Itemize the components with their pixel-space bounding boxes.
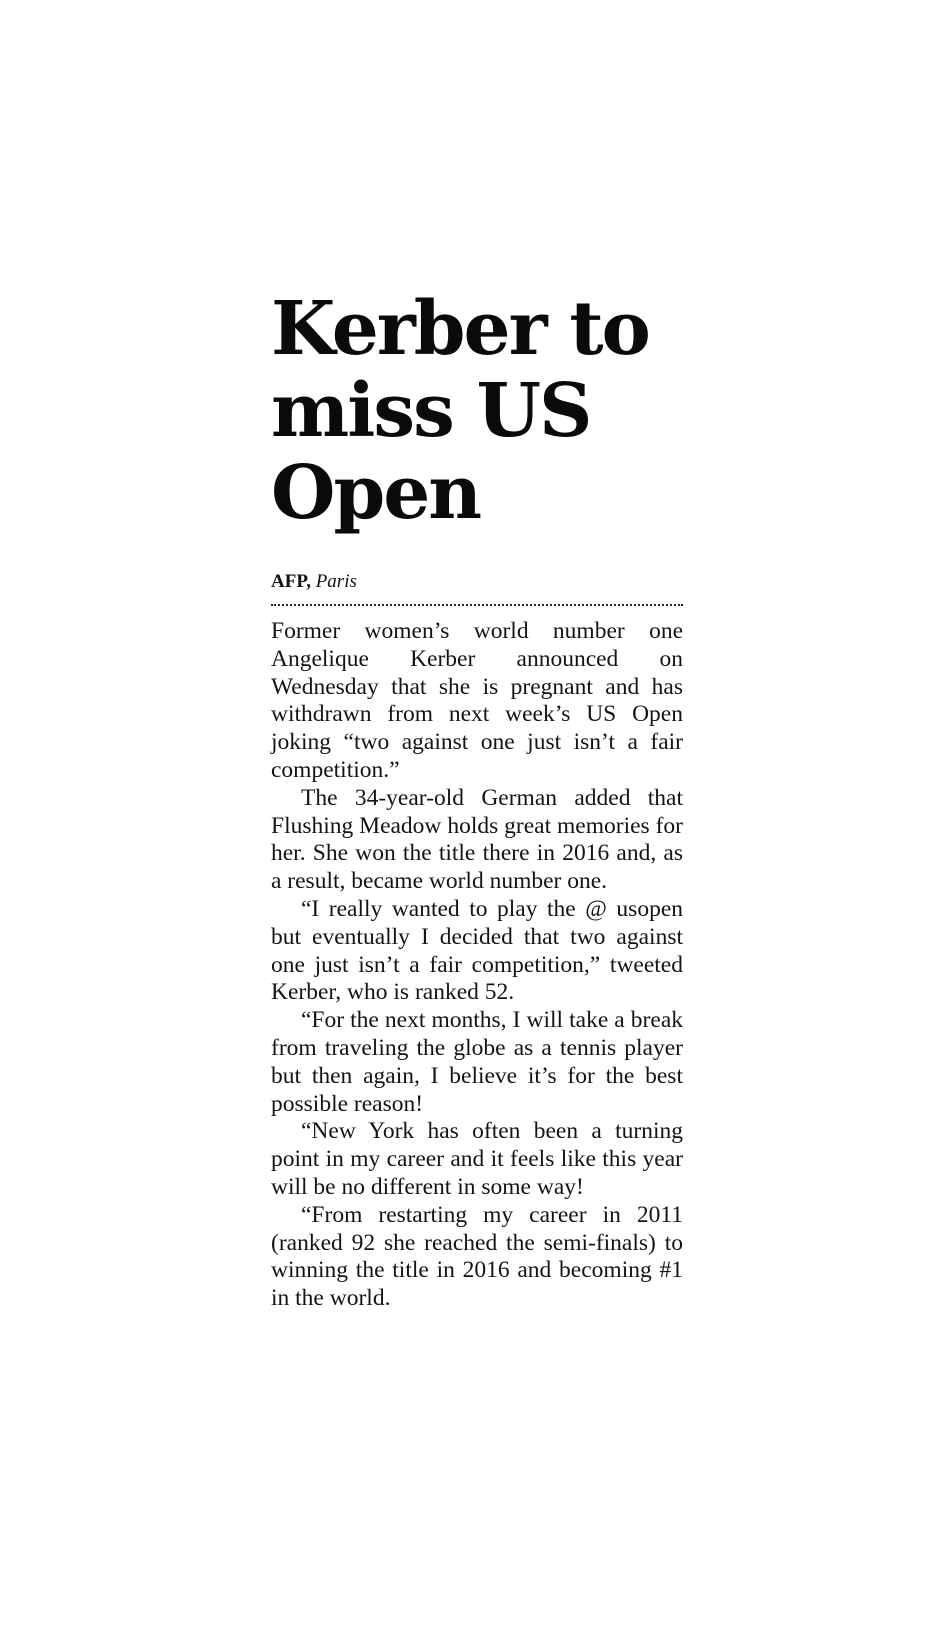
article-byline xyxy=(271,570,683,606)
article-paragraph: “I really wanted to play the @ usopen but eventually I decided that two against one just isn’t a fair competition,” tweeted Kerber, who is ranked 52. xyxy=(271,895,683,1006)
byline-location: Paris xyxy=(315,571,357,592)
article-paragraph: “From restarting my career in 2011 (ranked 92 she reached the semi-finals) to winning the title in 2016 and becoming #1 in the world. xyxy=(271,1201,683,1312)
article-paragraph: The 34-year-old German added that Flushing Meadow holds great memories for her. She won the title there in 2016 and, as a result, became world number one. xyxy=(271,784,683,895)
article-body xyxy=(271,618,683,1313)
news-article xyxy=(271,288,683,1313)
article-paragraph: “New York has often been a turning point in my career and it feels like this year will be no different in some way! xyxy=(271,1118,683,1200)
article-paragraph: Former women’s world number one Angelique Kerber announced on Wednesday that she is pregnant and has withdrawn from next week’s US Open joking “two against one just isn’t a fair competition.” xyxy=(271,618,683,783)
byline-agency: AFP, xyxy=(271,571,311,592)
article-paragraph: “For the next months, I will take a break from traveling the globe as a tennis player but then again, I believe it’s for the best possible reason! xyxy=(271,1007,683,1117)
article-headline: Kerber to miss US Open xyxy=(271,286,649,536)
